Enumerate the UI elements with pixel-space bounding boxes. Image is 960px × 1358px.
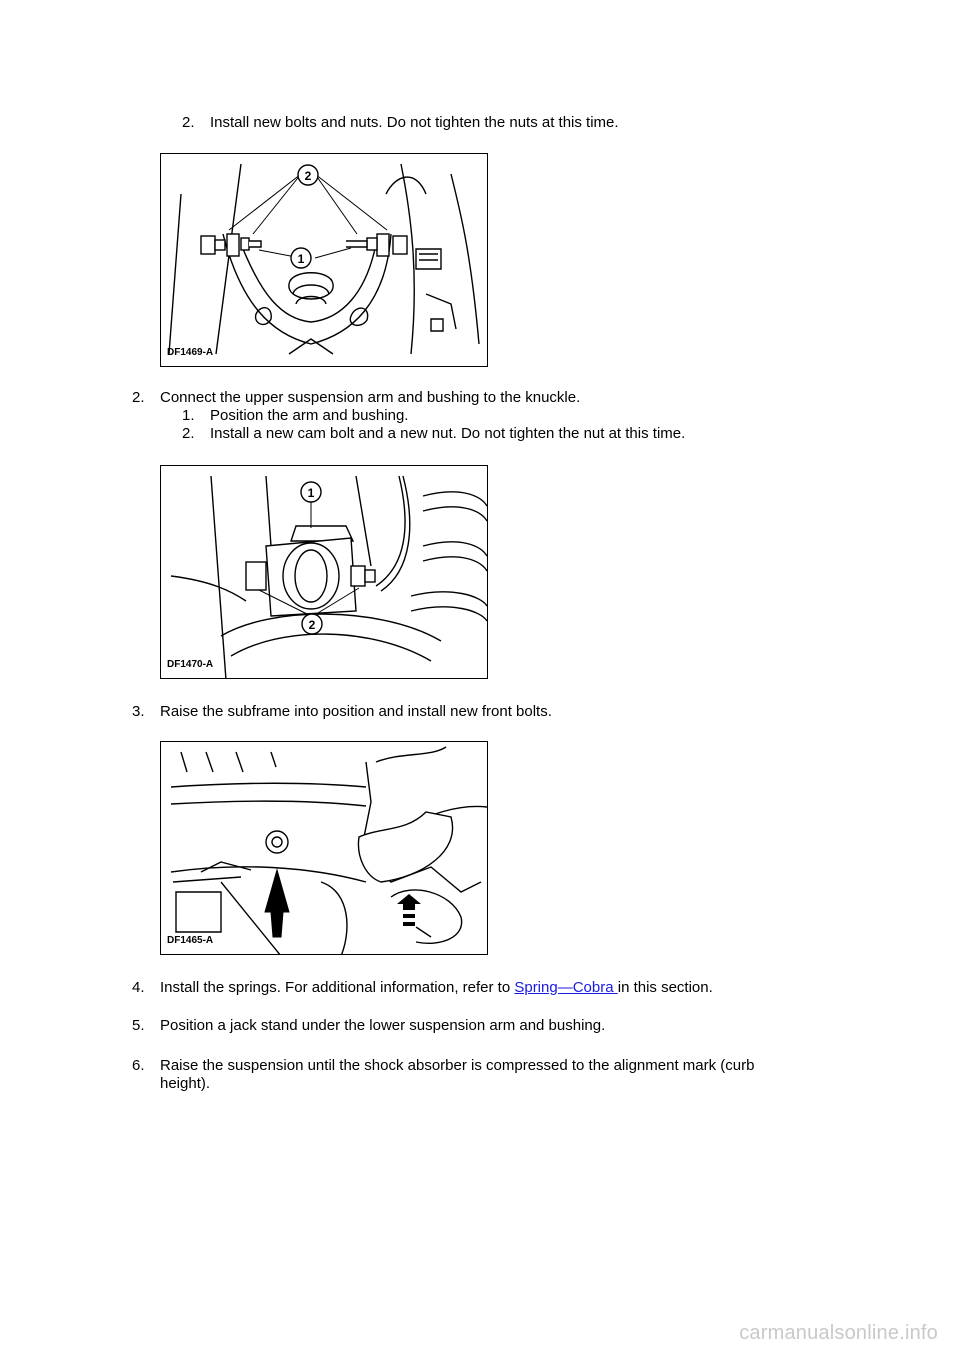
figure-cam-bolt	[160, 465, 488, 679]
step-number: 5.	[132, 1017, 145, 1034]
spring-cobra-link[interactable]: Spring—Cobra	[514, 979, 618, 996]
step-item	[132, 1057, 754, 1075]
step-item	[132, 703, 552, 721]
step-text: Raise the subframe into position and install new front bolts.	[160, 703, 552, 720]
watermark: carmanualsonline.info	[739, 1322, 938, 1344]
step-item	[132, 1017, 605, 1035]
step-number: 6.	[132, 1057, 145, 1074]
substep-item	[182, 407, 408, 425]
step-number: 4.	[132, 979, 145, 996]
illustration-subframe	[161, 742, 488, 955]
figure-id: DF1465-A	[167, 935, 214, 946]
figure-subframe-bolts	[160, 741, 488, 955]
step-text: Install new bolts and nuts. Do not tighten the nuts at this time.	[210, 114, 619, 131]
step-item	[182, 114, 619, 132]
step-number: 2.	[182, 425, 195, 442]
illustration-arm-bolts	[161, 154, 488, 367]
step-number: 2.	[132, 389, 145, 406]
step-number: 2.	[182, 114, 195, 131]
step-text: Raise the suspension until the shock absorber is compressed to the alignment mark (curb	[160, 1057, 755, 1074]
figure-id: DF1470-A	[167, 659, 214, 670]
step-number: 1.	[182, 407, 195, 424]
step-number: 3.	[132, 703, 145, 720]
step-text: Connect the upper suspension arm and bushing to the knuckle.	[160, 389, 581, 406]
step-item	[132, 979, 713, 997]
callout-2: 2	[304, 169, 312, 183]
illustration-cam-bolt	[161, 466, 488, 679]
callout-2: 2	[308, 618, 316, 632]
callout-1: 1	[307, 486, 315, 500]
figure-upper-arm-bolts	[160, 153, 488, 367]
figure-id: DF1469-A	[167, 347, 214, 358]
step-text: Position a jack stand under the lower suspension arm and bushing.	[160, 1017, 606, 1034]
step-item	[132, 389, 580, 407]
step-text: Position the arm and bushing.	[210, 407, 409, 424]
step-text-suffix: in this section.	[617, 979, 713, 996]
step-text-continuation: height).	[160, 1075, 211, 1092]
callout-1: 1	[297, 252, 305, 266]
step-text: Install a new cam bolt and a new nut. Do not tighten the nut at this time.	[210, 425, 686, 442]
step-text: Install the springs. For additional information, refer to	[160, 979, 515, 996]
substep-item	[182, 425, 685, 443]
